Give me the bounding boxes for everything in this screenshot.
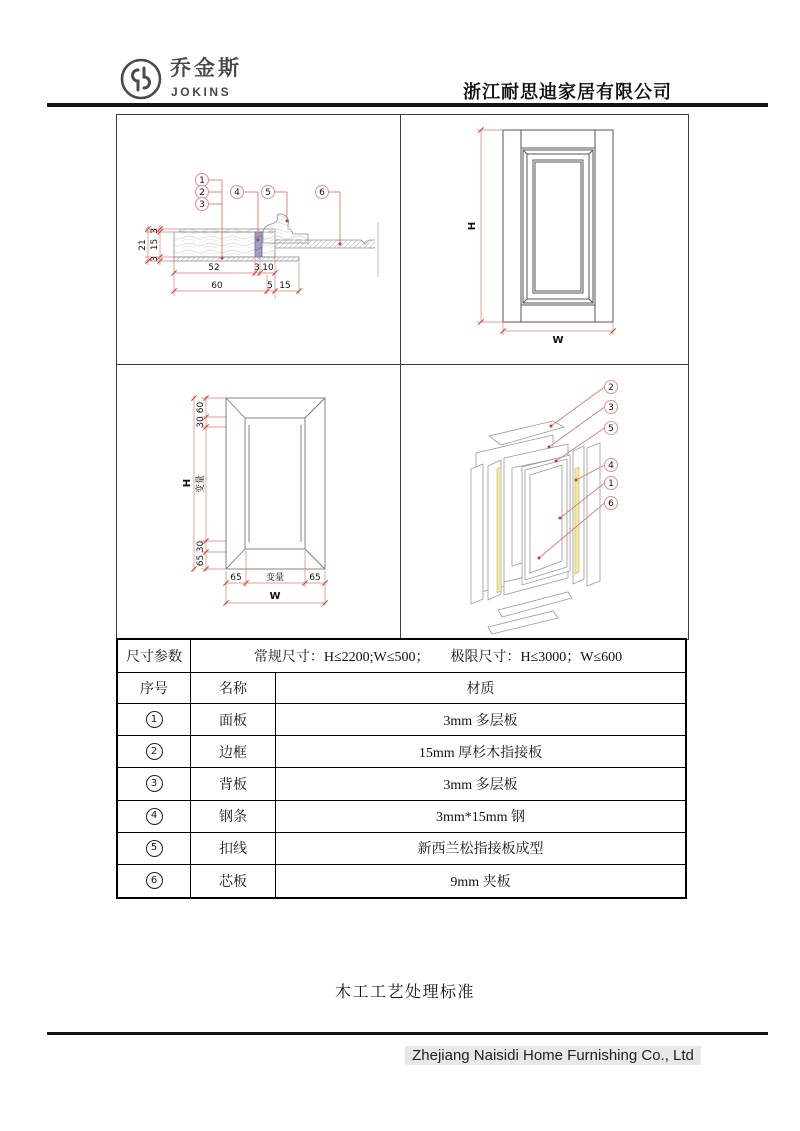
dim-label: 15: [279, 281, 291, 291]
circled-number: 5: [146, 840, 163, 857]
table-row-no: [118, 801, 191, 833]
dim-label: 65: [309, 573, 321, 583]
dim-label: 52: [208, 263, 220, 273]
table-row-name: 背板: [191, 768, 276, 800]
callout-label: 2: [199, 188, 205, 198]
circled-number: 4: [146, 808, 163, 825]
dim-label: 3: [254, 263, 260, 273]
dim-label: 30: [196, 540, 206, 553]
company-name: 浙江耐思迪家居有限公司: [463, 82, 672, 102]
callout-label: 2: [608, 383, 614, 393]
table-row-no: [118, 768, 191, 800]
callout-label: 6: [608, 499, 614, 509]
callout-label: 6: [319, 188, 325, 198]
circled-number: 3: [146, 775, 163, 792]
callout-label: 1: [608, 479, 614, 489]
dim-label: 65: [230, 573, 242, 583]
exploded-shapes: [471, 421, 600, 634]
callout-label: 3: [199, 200, 205, 210]
table-row-material: 3mm 多层板: [276, 704, 685, 736]
footer-company-name: Zhejiang Naisidi Home Furnishing Co., Ltd: [405, 1046, 701, 1065]
dim-label: 60: [211, 281, 223, 291]
spec-table: [116, 638, 687, 899]
circled-number: 6: [146, 872, 163, 889]
dim-label: 65: [196, 554, 206, 567]
table-row-material: 9mm 夹板: [450, 874, 511, 890]
table-row-name: 面板: [191, 704, 276, 736]
dim-label: 30: [196, 416, 206, 428]
table-row-no: [118, 736, 191, 768]
section-shapes: [174, 214, 378, 277]
table-row-name: 钢条: [191, 801, 276, 833]
dim-label: 15: [150, 238, 160, 251]
logo-text-cn: 乔金斯: [170, 57, 242, 80]
header-rule: [47, 103, 768, 107]
table-row-material: 3mm 多层板: [276, 768, 685, 800]
callout-label: 5: [265, 188, 271, 198]
table-row-no: [118, 704, 191, 736]
table-row-material: 15mm 厚杉木指接板: [276, 736, 685, 768]
drawings-grid: [116, 114, 689, 640]
size-param-label: 尺寸参数: [118, 640, 191, 673]
footer-rule: [47, 1032, 768, 1035]
callout-label: 3: [608, 403, 614, 413]
callout-label: 1: [199, 176, 205, 186]
col-header-name: 名称: [191, 673, 276, 704]
table-row-name: 芯板: [191, 865, 276, 897]
circled-number: 2: [146, 743, 163, 760]
dim-label: 3: [150, 228, 160, 234]
dim-label: W: [269, 591, 281, 602]
table-row-material: 3mm*15mm 钢: [276, 801, 685, 833]
panel-dimensions: [182, 395, 328, 605]
circled-number: 1: [146, 711, 163, 728]
table-row-name: 扣线: [191, 833, 276, 865]
dim-label: H: [467, 221, 478, 231]
panel-drawing: [117, 365, 400, 639]
dim-label: 变量: [265, 573, 285, 583]
dim-label: 21: [138, 239, 148, 251]
dim-label: 3: [150, 256, 160, 262]
callout-label: 4: [234, 188, 240, 198]
col-header-no: 序号: [118, 673, 191, 704]
callout-label: 5: [608, 424, 614, 434]
section-title: 木工工艺处理标准: [334, 984, 475, 1001]
jokins-logo-icon: [119, 57, 163, 101]
table-row-name: 边框: [191, 736, 276, 768]
dim-label: H: [182, 478, 193, 488]
table-row-no: [118, 865, 191, 897]
col-header-material: 材质: [276, 673, 685, 704]
dim-label: 10: [262, 263, 274, 273]
section-drawing: [117, 115, 400, 364]
callout-label: 4: [608, 461, 614, 471]
door-front-drawing: [401, 115, 688, 364]
dim-label: 5: [267, 281, 273, 291]
table-row-no: [118, 833, 191, 865]
footer: [303, 1046, 800, 1065]
dim-label: 60: [196, 401, 206, 414]
dim-label: 变量: [196, 474, 206, 494]
exploded-drawing: [401, 365, 688, 639]
dim-label: W: [552, 335, 564, 346]
table-row-material: 新西兰松指接板成型: [276, 833, 685, 865]
size-param-value: 常规尺寸：H≤2200;W≤500； 极限尺寸：H≤3000；W≤600: [191, 640, 685, 673]
logo-text-en: JOKINS: [171, 85, 232, 99]
